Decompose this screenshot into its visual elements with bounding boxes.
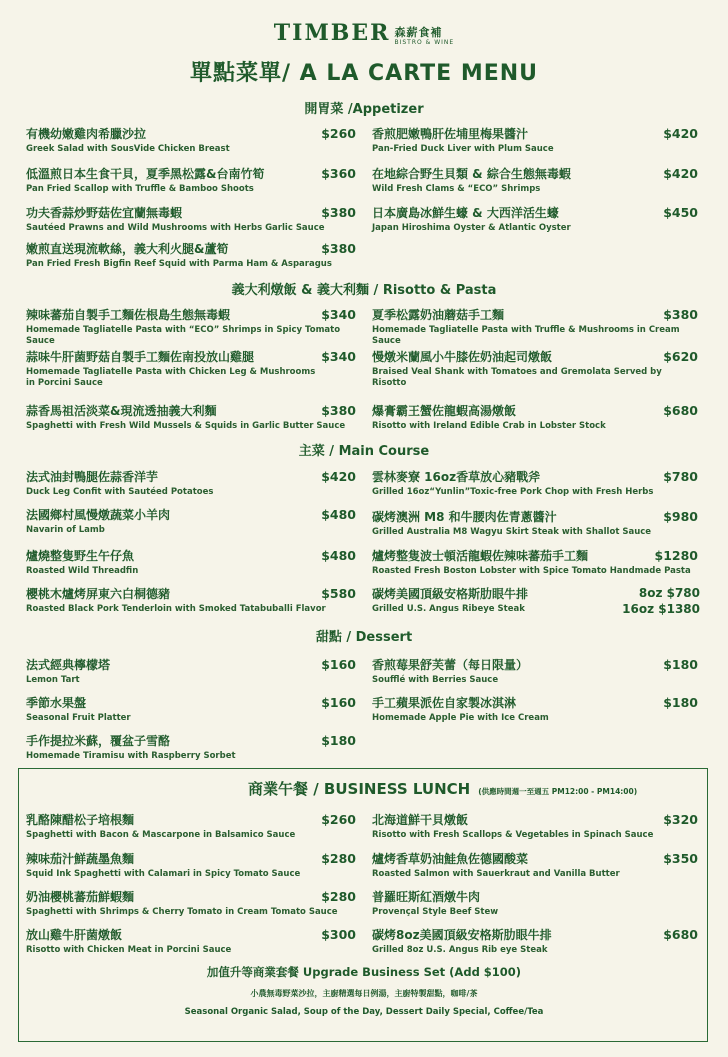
item-price: $350 xyxy=(663,851,698,866)
item-price: $580 xyxy=(321,586,356,601)
lunch-item xyxy=(26,811,356,841)
item-price: $420 xyxy=(663,166,698,181)
brand-sub: BISTRO & WINE xyxy=(394,39,455,46)
item-name-en: Grilled Australia M8 Wagyu Skirt Steak with Shallot Sauce xyxy=(372,527,652,537)
item-price: $380 xyxy=(321,403,356,418)
item-name-en: Grilled U.S. Angus Ribeye Steak xyxy=(372,604,525,614)
item-price: $180 xyxy=(321,733,356,748)
item-name-en: Risotto with Fresh Scallops & Vegetables in Spinach Sauce xyxy=(372,830,654,840)
item-name-en: Spaghetti with Shrimps & Cherry Tomato in Cream Tomato Sauce xyxy=(26,907,338,917)
menu-item xyxy=(26,547,356,577)
item-price: $420 xyxy=(321,469,356,484)
item-name-en: Roasted Wild Threadfin xyxy=(26,566,139,576)
menu-item xyxy=(372,204,698,234)
section-appetizer: 開胃菜 /Appetizer xyxy=(304,102,424,117)
item-name-en: Provençal Style Beef Stew xyxy=(372,907,499,917)
item-name-en: Wild Fresh Clams & “ECO” Shrimps xyxy=(372,184,541,194)
item-name-cn: 有機幼嫩雞肉希臘沙拉 xyxy=(26,127,147,141)
item-name-en: Braised Veal Shank with Tomatoes and Gremolata Served by Risotto xyxy=(372,367,662,388)
menu-item xyxy=(26,165,356,195)
item-name-en: Homemade Tagliatelle Pasta with Truffle & Mushrooms in Cream Sauce xyxy=(372,325,680,346)
item-price: $340 xyxy=(321,349,356,364)
item-price: $340 xyxy=(321,307,356,322)
menu-item xyxy=(26,240,356,270)
item-name-cn: 爐烤香草奶油鮭魚佐德國酸菜 xyxy=(372,852,529,866)
brand-cn: 森薪食補 xyxy=(394,26,443,39)
menu-item xyxy=(372,125,698,155)
item-name-cn: 蒜香馬祖活淡菜&現流透抽義大利麵 xyxy=(26,404,217,418)
upgrade-set-en: Seasonal Organic Salad, Soup of the Day, Dessert Daily Special, Coffee/Tea xyxy=(184,1007,544,1017)
item-price: $380 xyxy=(321,241,356,256)
menu-item xyxy=(372,402,698,432)
item-name-cn: 碳烤美國頂級安格斯肋眼牛排 xyxy=(372,587,529,601)
upgrade-set-title: 加值升等商業套餐 Upgrade Business Set (Add $100) xyxy=(206,965,522,979)
item-name-cn: 法式油封鴨腿佐蒜香洋芋 xyxy=(26,470,159,484)
item-name-en: Spaghetti with Fresh Wild Mussels & Squids in Garlic Butter Sauce xyxy=(26,421,346,431)
business-lunch-hours: (供應時間週一至週五 PM12:00 - PM14:00) xyxy=(478,787,638,796)
item-name-cn: 手作提拉米蘇，覆盆子雪酪 xyxy=(26,734,171,748)
menu-item xyxy=(26,694,356,724)
item-name-en: Navarin of Lamb xyxy=(26,525,105,535)
item-price-group xyxy=(622,585,700,617)
item-name-en: Grilled 16oz“Yunlin”Toxic-free Pork Chop with Fresh Herbs xyxy=(372,487,654,497)
item-price: $680 xyxy=(663,927,698,942)
menu-item xyxy=(26,585,356,615)
item-name-cn: 放山雞牛肝菌燉飯 xyxy=(26,928,123,942)
item-price: $260 xyxy=(321,126,356,141)
lunch-item xyxy=(26,888,356,918)
item-price-8oz: 8oz $780 xyxy=(638,586,700,600)
item-name-en: Homemade Apple Pie with Ice Cream xyxy=(372,713,549,723)
item-name-cn: 功夫香蒜炒野菇佐宜蘭無毒蝦 xyxy=(26,206,183,220)
item-name-en: Homemade Tiramisu with Raspberry Sorbet xyxy=(26,751,236,761)
menu-item xyxy=(372,165,698,195)
item-name-en: Pan Fried Scallop with Truffle & Bamboo Shoots xyxy=(26,184,254,194)
menu-item xyxy=(372,468,698,498)
item-name-en: Soufflé with Berries Sauce xyxy=(372,675,499,685)
item-name-cn: 季節水果盤 xyxy=(26,696,87,710)
item-price: $980 xyxy=(663,509,698,524)
menu-item xyxy=(26,402,356,432)
item-name-en: Squid Ink Spaghetti with Calamari in Spicy Tomato Sauce xyxy=(26,869,301,879)
item-name-en: Homemade Tagliatelle Pasta with “ECO” Shrimps in Spicy Tomato Sauce xyxy=(26,325,341,346)
item-name-cn: 在地綜合野生貝類 & 綜合生態無毒蝦 xyxy=(372,167,571,181)
lunch-item xyxy=(372,926,698,956)
item-price: $260 xyxy=(321,812,356,827)
item-price: $420 xyxy=(663,126,698,141)
item-name-en: Pan Fried Fresh Bigfin Reef Squid with Parma Ham & Asparagus xyxy=(26,259,332,269)
brand-logo xyxy=(0,20,728,46)
menu-item xyxy=(26,306,356,347)
menu-item xyxy=(372,656,698,686)
item-price: $160 xyxy=(321,657,356,672)
item-name-en: Duck Leg Confit with Sautéed Potatoes xyxy=(26,487,214,497)
menu-item xyxy=(26,204,356,234)
item-name-en: Risotto with Chicken Meat in Porcini Sauce xyxy=(26,945,232,955)
item-name-cn: 慢燉米蘭風小牛膝佐奶油起司燉飯 xyxy=(372,350,553,364)
item-price: $280 xyxy=(321,851,356,866)
item-price: $480 xyxy=(321,548,356,563)
item-name-cn: 法式經典檸檬塔 xyxy=(26,658,111,672)
lunch-item xyxy=(372,811,698,841)
item-name-en: Spaghetti with Bacon & Mascarpone in Balsamico Sauce xyxy=(26,830,296,840)
item-price: $780 xyxy=(663,469,698,484)
item-name-en: Sautéed Prawns and Wild Mushrooms with Herbs Garlic Sauce xyxy=(26,223,325,233)
item-name-en-line2: in Porcini Sauce xyxy=(26,378,103,388)
item-name-cn: 普羅旺斯紅酒燉牛肉 xyxy=(372,890,481,904)
item-name-cn: 乳酪陳醋松子培根麵 xyxy=(26,813,135,827)
menu-item xyxy=(26,506,356,536)
item-name-en: Pan-Fried Duck Liver with Plum Sauce xyxy=(372,144,554,154)
section-main-course: 主菜 / Main Course xyxy=(298,444,430,459)
menu-item xyxy=(372,547,698,577)
item-name-cn: 碳烤澳洲 M8 和牛腰肉佐青蔥醬汁 xyxy=(372,510,557,524)
item-name-en: Roasted Black Pork Tenderloin with Smoked Tatabuballi Flavor xyxy=(26,604,326,614)
item-name-cn: 辣味茄汁鮮蔬墨魚麵 xyxy=(26,852,135,866)
menu-title: 單點菜單/ A LA CARTE MENU xyxy=(189,61,539,86)
item-name-cn: 夏季松露奶油蘑菇手工麵 xyxy=(372,308,505,322)
item-name-en: Homemade Tagliatelle Pasta with Chicken Leg & Mushrooms xyxy=(26,367,316,377)
item-price: $180 xyxy=(663,695,698,710)
item-name-cn: 櫻桃木爐烤屏東六白桐德豬 xyxy=(26,587,171,601)
lunch-item xyxy=(372,888,698,918)
item-name-cn: 嫩煎直送現流軟絲，義大利火腿&蘆筍 xyxy=(26,242,229,256)
upgrade-set-cn: 小農無毒野菜沙拉，主廚精選每日例湯，主廚特製甜點，咖啡/茶 xyxy=(250,989,478,998)
item-price-16oz: 16oz $1380 xyxy=(622,602,700,616)
item-price: $180 xyxy=(663,657,698,672)
item-name-cn: 爆膏霸王蟹佐龍蝦高湯燉飯 xyxy=(372,404,517,418)
menu-item xyxy=(372,694,698,724)
menu-item xyxy=(26,125,356,155)
menu-item xyxy=(372,348,698,389)
item-name-cn: 碳烤8oz美國頂級安格斯肋眼牛排 xyxy=(372,928,552,942)
menu-item xyxy=(372,306,698,347)
business-lunch-title: 商業午餐 / BUSINESS LUNCH xyxy=(248,780,471,798)
item-price: $1280 xyxy=(654,548,698,563)
lunch-item xyxy=(26,850,356,880)
item-name-cn: 北海道鮮干貝燉飯 xyxy=(372,813,469,827)
item-price: $380 xyxy=(663,307,698,322)
item-price: $480 xyxy=(321,507,356,522)
item-price: $300 xyxy=(321,927,356,942)
item-name-cn: 蒜味牛肝菌野菇自製手工麵佐南投放山雞腿 xyxy=(26,350,255,364)
item-name-cn: 香煎肥嫩鴨肝佐埔里梅果醬汁 xyxy=(372,127,529,141)
item-name-en: Greek Salad with SousVide Chicken Breast xyxy=(26,144,230,154)
item-name-cn: 雲林麥寮 16oz香草放心豬戰斧 xyxy=(372,470,541,484)
item-name-en: Risotto with Ireland Edible Crab in Lobster Stock xyxy=(372,421,606,431)
item-name-cn: 手工蘋果派佐自家製冰淇淋 xyxy=(372,696,517,710)
item-name-cn: 辣味蕃茄自製手工麵佐根島生態無毒蝦 xyxy=(26,308,231,322)
item-name-cn: 日本廣島冰鮮生蠔 & 大西洋活生蠔 xyxy=(372,206,559,220)
item-name-cn: 爐烤整隻波士頓活龍蝦佐辣味蕃茄手工麵 xyxy=(372,549,589,563)
item-name-en: Lemon Tart xyxy=(26,675,80,685)
item-price: $680 xyxy=(663,403,698,418)
menu-item xyxy=(26,468,356,498)
item-name-cn: 低溫煎日本生食干貝，夏季黑松露&台南竹筍 xyxy=(26,167,265,181)
lunch-item xyxy=(372,850,698,880)
lunch-item xyxy=(26,926,356,956)
menu-item xyxy=(26,732,356,762)
item-name-en: Seasonal Fruit Platter xyxy=(26,713,131,723)
item-price: $620 xyxy=(663,349,698,364)
brand-name: TIMBER xyxy=(273,20,391,46)
item-name-en: Roasted Salmon with Sauerkraut and Vanilla Butter xyxy=(372,869,620,879)
item-name-en: Japan Hiroshima Oyster & Atlantic Oyster xyxy=(372,223,571,233)
item-price: $160 xyxy=(321,695,356,710)
item-price: $380 xyxy=(321,205,356,220)
item-name-en: Grilled 8oz U.S. Angus Rib eye Steak xyxy=(372,945,548,955)
item-name-cn: 奶油櫻桃蕃茄鮮蝦麵 xyxy=(26,890,135,904)
item-price: $360 xyxy=(321,166,356,181)
menu-item xyxy=(26,656,356,686)
item-name-cn: 香煎莓果舒芙蕾（每日限量） xyxy=(372,658,529,672)
menu-item xyxy=(372,585,612,615)
item-price: $450 xyxy=(663,205,698,220)
item-name-cn: 法國鄉村風慢燉蔬菜小羊肉 xyxy=(26,508,171,522)
menu-item xyxy=(372,508,698,538)
item-name-en: Roasted Fresh Boston Lobster with Spice Tomato Handmade Pasta xyxy=(372,566,691,576)
section-dessert: 甜點 / Dessert xyxy=(315,630,413,645)
item-price: $320 xyxy=(663,812,698,827)
item-price: $280 xyxy=(321,889,356,904)
menu-item xyxy=(26,348,356,389)
item-name-cn: 爐燒整隻野生午仔魚 xyxy=(26,549,135,563)
section-risotto-pasta: 義大利燉飯 & 義大利麵 / Risotto & Pasta xyxy=(231,283,497,298)
business-lunch-header xyxy=(248,778,637,799)
